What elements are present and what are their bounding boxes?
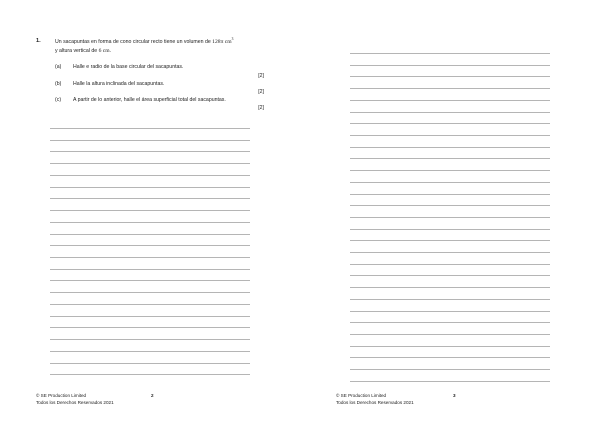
answer-lines-right[interactable] [350, 0, 550, 424]
answer-line [350, 205, 550, 206]
answer-line [350, 112, 550, 113]
part-b-marks: [2] [258, 89, 264, 95]
answer-line [50, 339, 250, 340]
answer-line [350, 311, 550, 312]
answer-line [350, 369, 550, 370]
answer-line [350, 357, 550, 358]
answer-line [50, 187, 250, 188]
answer-line [50, 198, 250, 199]
volume-expression: 128π $cm^3$ [212, 37, 234, 45]
part-b-label: (b) [55, 81, 62, 87]
answer-line [50, 351, 250, 352]
stem-text-2: y altura vertical de [55, 48, 98, 54]
answer-line [350, 264, 550, 265]
answer-lines-left[interactable] [50, 0, 250, 424]
answer-line [350, 53, 550, 54]
answer-line [350, 100, 550, 101]
answer-line [50, 128, 250, 129]
height-expression: 6 cm. [98, 48, 111, 54]
right-page [300, 0, 600, 424]
part-c-text: A partir de lo anterior, halle el área superficial total del sacapuntas. [73, 97, 226, 103]
rights-text: Todos los Derechos Reservados 2021 [336, 399, 414, 405]
answer-line [350, 334, 550, 335]
answer-line [50, 245, 250, 246]
answer-line [350, 194, 550, 195]
copyright-text: © SE Production Limited [36, 393, 87, 398]
footer-left [36, 393, 114, 406]
answer-line [50, 269, 250, 270]
part-b-text: Halle la altura inclinada del sacapuntas. [73, 81, 165, 87]
stem-text-1: Un sacapuntas en forma de cono circular recto tiene un volumen de [55, 39, 211, 45]
answer-line [50, 327, 250, 328]
page-number: 3 [453, 393, 456, 398]
answer-line [50, 140, 250, 141]
answer-line [350, 299, 550, 300]
answer-line [50, 151, 250, 152]
answer-line [50, 175, 250, 176]
answer-line [350, 123, 550, 124]
footer-right [336, 393, 414, 406]
answer-line [50, 234, 250, 235]
answer-line [350, 381, 550, 382]
answer-line [350, 170, 550, 171]
part-c-marks: [2] [258, 105, 264, 111]
answer-line [350, 158, 550, 159]
answer-line [50, 280, 250, 281]
answer-line [350, 275, 550, 276]
answer-line [50, 363, 250, 364]
answer-line [50, 374, 250, 375]
answer-line [350, 287, 550, 288]
answer-line [50, 292, 250, 293]
answer-line [350, 346, 550, 347]
answer-line [50, 304, 250, 305]
page-number: 2 [151, 393, 154, 398]
copyright-text: © SE Production Limited [336, 393, 387, 398]
rights-text: Todos los Derechos Reservados 2021 [36, 399, 114, 405]
answer-line [350, 88, 550, 89]
part-a-label: (a) [55, 64, 62, 70]
answer-line [50, 210, 250, 211]
question-number: 1. [36, 38, 41, 44]
part-a-text: Halle e radio de la base circular del sacapuntas. [73, 64, 184, 70]
answer-line [350, 240, 550, 241]
answer-line [50, 257, 250, 258]
answer-line [50, 163, 250, 164]
answer-line [350, 217, 550, 218]
answer-line [50, 222, 250, 223]
answer-line [50, 316, 250, 317]
answer-line [350, 322, 550, 323]
part-a-marks: [2] [258, 73, 264, 79]
part-c-label: (c) [55, 97, 62, 103]
answer-line [350, 182, 550, 183]
answer-line [350, 65, 550, 66]
answer-line [350, 229, 550, 230]
answer-line [350, 147, 550, 148]
answer-line [350, 252, 550, 253]
answer-line [350, 76, 550, 77]
answer-line [350, 135, 550, 136]
